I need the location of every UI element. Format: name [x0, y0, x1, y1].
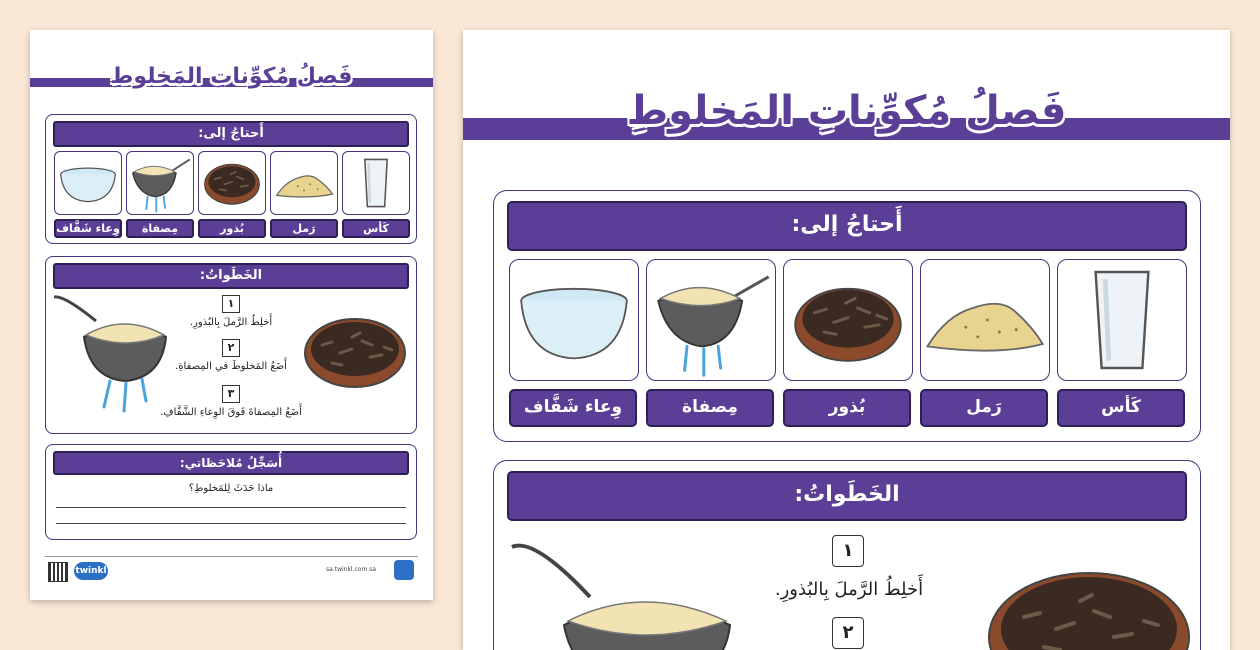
seeds-card: [198, 151, 266, 215]
item-label: رَمل: [270, 219, 338, 238]
footer-rule: [45, 556, 418, 557]
item-label: كَأس: [1057, 389, 1185, 427]
seeds-illustration: [302, 313, 408, 389]
notes-question: ماذا حَدَثَ لِلمَخلوطِ؟: [188, 483, 274, 494]
bowl-card: [509, 259, 639, 381]
item-label: بُذور: [783, 389, 911, 427]
seeds-card: [783, 259, 913, 381]
twinkl-badge-icon: [394, 560, 414, 580]
sand-icon: [271, 152, 337, 214]
seeds-illustration: [984, 567, 1194, 650]
seeds-icon: [784, 260, 912, 380]
item-label: كَأس: [342, 219, 410, 238]
step-number: ٢: [222, 339, 240, 357]
page-title: فَصلُ مُكوِّناتِ المَخلوطِ: [626, 88, 1067, 134]
page-title: فَصلُ مُكوِّناتِ المَخلوطِ: [110, 64, 353, 89]
needs-heading: أَحتاجُ إلى:: [53, 121, 409, 147]
step-number: ٣: [222, 385, 240, 403]
glass-icon: [1058, 260, 1186, 380]
writing-line: [56, 523, 406, 524]
item-label: وِعاء شَفَّاف: [54, 219, 122, 238]
item-label: وِعاء شَفَّاف: [509, 389, 637, 427]
notes-heading: أُسَجِّلُ مُلاحَظاتي:: [53, 451, 409, 475]
needs-section: [45, 114, 417, 244]
step-number: ١: [222, 295, 240, 313]
sieve-illustration: [54, 293, 182, 415]
seeds-icon: [199, 152, 265, 214]
sand-card: [920, 259, 1050, 381]
worksheet-preview-small: [30, 30, 433, 600]
glass-card: [1057, 259, 1187, 381]
sieve-illustration: [504, 533, 754, 650]
steps-heading: الخَطَواتُ:: [507, 471, 1187, 521]
step-number: ١: [832, 535, 864, 567]
item-label: بُذور: [198, 219, 266, 238]
steps-section: [45, 256, 417, 434]
sand-card: [270, 151, 338, 215]
steps-section: [493, 460, 1201, 650]
twinkl-logo: twinkl: [74, 562, 108, 580]
sand-icon: [921, 260, 1049, 380]
steps-heading: الخَطَواتُ:: [53, 263, 409, 289]
bowl-icon: [55, 152, 121, 214]
glass-card: [342, 151, 410, 215]
sieve-card: [126, 151, 194, 215]
notes-section: [45, 444, 417, 540]
sieve-icon: [127, 152, 193, 214]
sieve-icon: [647, 260, 775, 380]
item-label: مِصفاة: [646, 389, 774, 427]
qr-code-icon: [48, 562, 68, 582]
step-text: أَخلِطُ الرَّملَ بِالبُذورِ.: [774, 579, 924, 600]
step-text: أَخلِطُ الرَّملَ بِالبُذورِ.: [189, 317, 273, 328]
worksheet-preview-large: [463, 30, 1230, 650]
sieve-card: [646, 259, 776, 381]
bowl-card: [54, 151, 122, 215]
item-label: مِصفاة: [126, 219, 194, 238]
writing-line: [56, 507, 406, 508]
glass-icon: [343, 152, 409, 214]
bowl-icon: [510, 260, 638, 380]
needs-section: [493, 190, 1201, 442]
needs-heading: أَحتاجُ إلى:: [507, 201, 1187, 251]
footer-url: sa.twinkl.com.sa: [326, 566, 377, 573]
item-label: رَمل: [920, 389, 1048, 427]
step-text: أَضَعُ المَخلوطَ في المِصفاةِ.: [175, 361, 287, 372]
step-number: ٢: [832, 617, 864, 649]
step-text: أَضَعُ المِصفاةَ فَوقَ الوِعاءِ الشَّفَّافِ.: [160, 407, 302, 418]
